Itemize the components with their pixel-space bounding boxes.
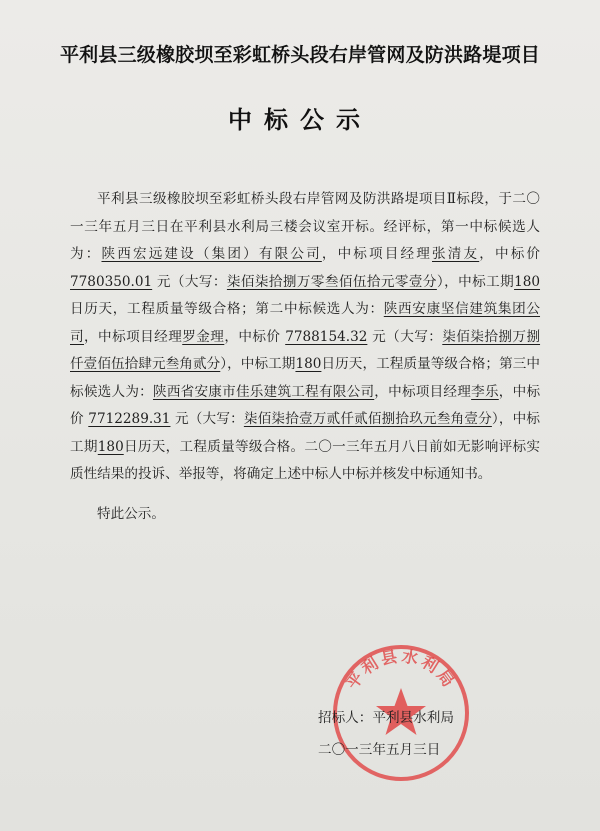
document-title: 平利县三级橡胶坝至彩虹桥头段右岸管网及防洪路堤项目: [59, 44, 540, 66]
candidate-2-price-words: 柒佰柒拾捌万捌仟壹佰伍拾肆元叁角贰分: [70, 328, 541, 372]
label-text: ，中标价: [224, 328, 281, 345]
candidate-3-price: 7712289.31: [88, 411, 171, 427]
candidate-1-name: 陕西宏远建设（集团）有限公司: [101, 246, 322, 262]
label-text: 元（大写：: [372, 328, 443, 345]
candidate-2-name: 陕西安康坚信建筑集团公司: [70, 301, 541, 345]
label-text: ），中标工期: [220, 356, 296, 372]
label-text: ，中标项目经理: [374, 383, 472, 400]
label-text: 日历天，工程质量等级合格；第二中标候选人为：: [70, 301, 384, 317]
candidate-3-manager: 李乐: [471, 383, 499, 400]
candidate-1-manager: 张清友: [432, 246, 480, 262]
candidate-1-price: 7780350.01: [70, 273, 153, 290]
announcement-date: 二〇一三年五月三日: [318, 742, 441, 758]
label-text: ），中标工期: [70, 411, 541, 455]
candidate-2-price: 7788154.32: [285, 328, 368, 345]
label-text: 日历天，工程质量等级合格。二〇一三年五月八日前如无影响评标实质性结果的投诉、举报等，将确定上述中标人中标并核发中标通知书。: [70, 438, 541, 482]
candidate-2-manager: 罗金理: [182, 328, 225, 345]
candidate-1-price-words: 柒佰柒拾捌万零叁佰伍拾元零壹分: [226, 273, 437, 290]
closing-text: 特此公示。: [97, 505, 165, 522]
label-text: ，中标价: [70, 383, 541, 427]
intro-text: 平利县三级橡胶坝至彩虹桥头段右岸管网及防洪路堤项目Ⅱ标段，于二〇一三年五月三日在平利县水利局三楼会议室开标。经评标，第一中标候选人为：: [70, 191, 540, 262]
announcement-body: [70, 186, 540, 528]
label-text: 日历天，工程质量等级合格；第三中标候选人为：: [70, 356, 540, 400]
candidate-3-period: 180: [97, 438, 124, 455]
label-text: 元（大写：: [174, 411, 244, 427]
label-text: ），中标工期: [436, 273, 515, 290]
document-subtitle: 中标公示: [228, 106, 372, 134]
tenderer-signature: 招标人：平利县水利局: [318, 710, 454, 726]
label-text: 元（大写：: [156, 273, 227, 290]
label-text: ，中标项目经理: [321, 246, 432, 262]
announcement-paragraph: [70, 186, 540, 489]
label-text: ，中标项目经理: [84, 328, 183, 345]
label-text: ，中标价: [479, 246, 541, 262]
candidate-1-period: 180: [514, 273, 541, 290]
seal-text: 平利县水利局: [342, 646, 460, 693]
candidate-3-name: 陕西省安康市佳乐建筑工程有限公司: [152, 383, 375, 400]
candidate-3-price-words: 柒佰柒拾壹万贰仟贰佰捌拾玖元叁角壹分: [243, 411, 492, 427]
candidate-2-period: 180: [295, 356, 322, 372]
